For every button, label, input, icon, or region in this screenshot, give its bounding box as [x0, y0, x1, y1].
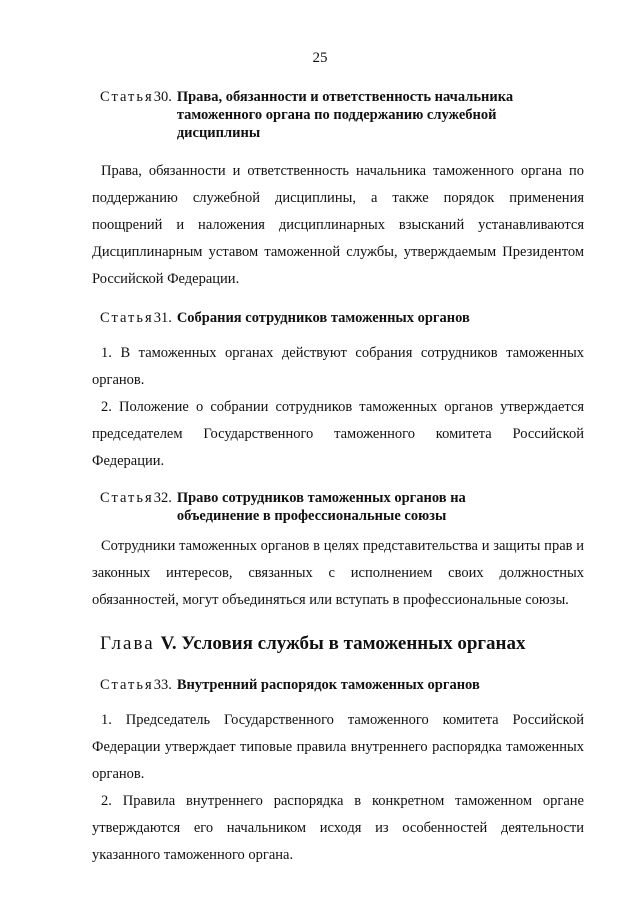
article-31-prefix: Статья31.	[100, 310, 172, 326]
article-33-heading	[100, 676, 584, 694]
article-33-title: Внутренний распорядок таможенных органов	[176, 677, 480, 693]
article-31-paragraph-1: 1. В таможенных органах действуют собрания сотрудников таможенных органов.	[92, 345, 584, 388]
article-30-heading	[100, 88, 584, 142]
article-32-prefix: Статья32.	[100, 490, 172, 506]
article-31-title: Собрания сотрудников таможенных органов	[176, 310, 470, 326]
article-32-heading	[100, 489, 584, 525]
article-32	[92, 489, 584, 614]
article-33-paragraph-1: 1. Председатель Государственного таможенного комитета Российской Федерации утверждает типовые правила внутреннего распорядка таможенных органов.	[92, 712, 584, 782]
document-body	[92, 88, 584, 869]
article-32-title: Право сотрудников таможенных органов на объединение в профессиональные союзы	[176, 490, 466, 524]
article-30-title: Права, обязанности и ответственность начальника таможенного органа по поддержанию служебной дисциплины	[176, 89, 514, 141]
chapter-5-heading	[100, 632, 584, 656]
chapter-5-title: V. Условия службы в таможенных органах	[160, 633, 526, 654]
article-30	[92, 88, 584, 293]
chapter-5-prefix: Глава	[100, 633, 155, 654]
article-33-paragraph-2: 2. Правила внутреннего распорядка в конкретном таможенном органе утверждаются его начальником исходя из особенностей деятельности указанного таможенного органа.	[92, 793, 584, 863]
article-31	[92, 309, 584, 475]
article-31-heading	[100, 309, 584, 327]
article-31-paragraph-2: 2. Положение о собрании сотрудников таможенных органов утверждается председателем Государственного таможенного комитета Российской Федерации.	[92, 399, 584, 469]
article-32-paragraph-1: Сотрудники таможенных органов в целях представительства и защиты прав и законных интересов, связанных с исполнением своих должностных обязанностей, могут объединяться или вступать в профессиональные союзы.	[92, 538, 584, 608]
article-30-prefix: Статья30.	[100, 89, 172, 105]
page-number: 25	[312, 50, 328, 66]
article-30-paragraph-1: Права, обязанности и ответственность начальника таможенного органа по поддержанию служебной дисциплины, а также порядок применения поощрений и наложения дисциплинарных взысканий устанавливаются Дисциплинарным уставом таможенной службы, утверждаемым Президентом Российской Федерации.	[92, 163, 584, 287]
article-33-prefix: Статья33.	[100, 677, 172, 693]
article-33	[92, 676, 584, 869]
